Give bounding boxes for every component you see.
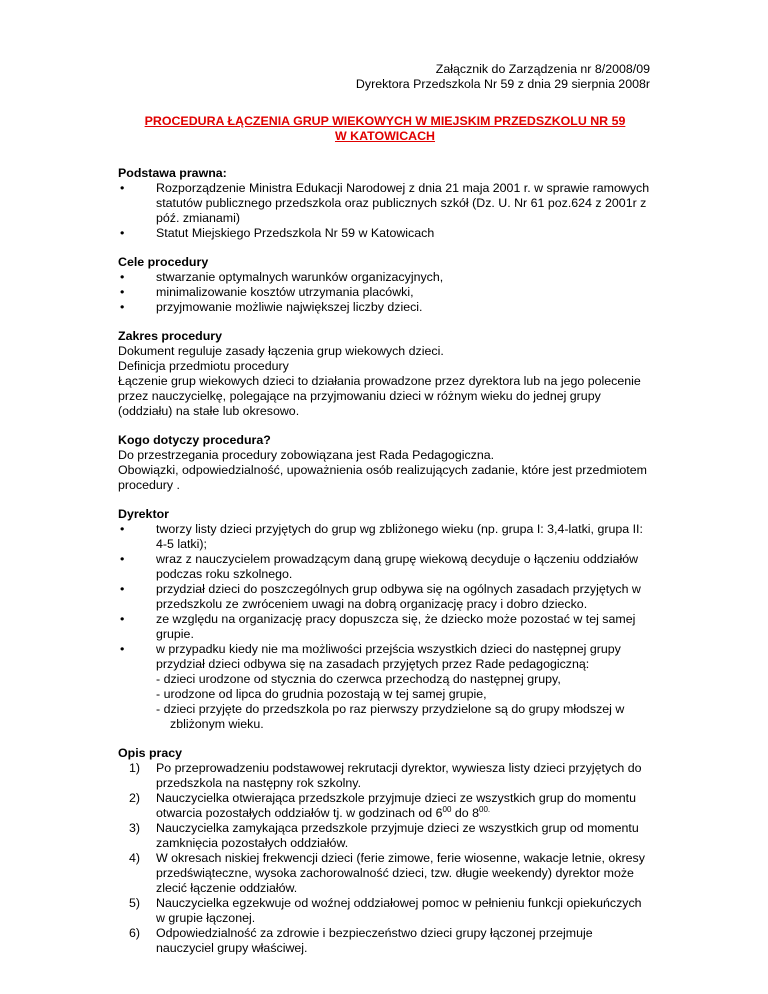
item-text: Odpowiedzialność za zdrowie i bezpieczeństwo dzieci grupy łączonej przejmuje nauczyciel grupy właściwej. (156, 926, 593, 955)
hour-superscript: 00 (442, 805, 452, 814)
kogo-line-1: Do przestrzegania procedury zobowiązana jest Rada Pedagogiczna. (118, 448, 495, 462)
list-item (118, 761, 652, 791)
dyrektor-rule-1: - dzieci urodzone od stycznia do czerwca przechodzą do następnej grupy, (156, 672, 561, 686)
list-item (118, 791, 652, 821)
zakres-line-1: Dokument reguluje zasady łączenia grup wiekowych dzieci. (118, 344, 444, 358)
item-text: W okresach niskiej frekwencji dzieci (ferie zimowe, ferie wiosenne, wakacje letnie, okresy przedświąteczne, wysoka zachorowalność dzieci, tzw. długie weekendy) dyrektor może zlecić łączenie oddziałów. (156, 851, 645, 895)
item-text: Nauczycielka otwierająca przedszkole przyjmuje dzieci ze wszystkich grup do momentu otwarcia pozostałych oddziałów tj. w godzinach od 6 (156, 791, 636, 820)
item-number: 6) (128, 926, 140, 940)
list-item (118, 642, 652, 732)
section-dyrektor (118, 507, 652, 732)
dyrektor-heading: Dyrektor (118, 507, 169, 521)
header-director-line: Dyrektora Przedszkola Nr 59 z dnia 29 sierpnia 2008r (355, 77, 650, 91)
dyrektor-rule-2: - urodzone od lipca do grudnia pozostają w tej samej grupie, (156, 687, 487, 701)
document-page (118, 62, 652, 956)
item-text: Po przeprowadzeniu podstawowej rekrutacji dyrektor, wywiesza listy dzieci przyjętych do przedszkola na następny rok szkolny. (156, 761, 642, 790)
dyrektor-rule-lead: • w przypadku kiedy nie ma możliwości przejścia wszystkich dzieci do następnej grupy przydział dzieci odbywa się na zasadach przyjętych przez Rade pedagogiczną: (156, 642, 621, 671)
title-line-1: PROCEDURA ŁĄCZENIA GRUP WIEKOWYCH W MIEJSKIM PRZEDSZKOLU NR 59 (144, 114, 626, 128)
kogo-line-2: Obowiązki, odpowiedzialność, upoważnienia osób realizujących zadanie, które jest przedmiotem procedury . (118, 463, 647, 492)
dyrektor-rule-3-cont: zbliżonym wieku. (170, 717, 264, 731)
document-header (118, 62, 650, 92)
podstawa-heading: Podstawa prawna: (118, 166, 227, 180)
title-line-2: W KATOWICACH (334, 129, 436, 143)
item-number: 3) (128, 821, 140, 835)
item-text-mid: do 8 (451, 806, 479, 820)
dyrektor-rule-3: - dzieci przyjęte do przedszkola po raz pierwszy przydzielone są do grupy młodszej w (156, 702, 625, 716)
list-item: • przydział dzieci do poszczególnych grup odbywa się na ogólnych zasadach przyjętych w przedszkolu ze zwróceniem uwagi na dobrą organizację pracy i dobro dziecko. (118, 582, 652, 612)
section-podstawa (118, 166, 652, 241)
hour-superscript: 00. (479, 805, 491, 814)
item-number: 4) (128, 851, 140, 865)
zakres-line-3: Łączenie grup wiekowych dzieci to działania prowadzone przez dyrektora lub na jego polecenie przez nauczycielkę, polegające na przyjmowaniu dzieci w różnym wieku do jednej grupy (oddziału) na stałe lub okresowo. (118, 374, 641, 418)
podstawa-list (118, 181, 652, 241)
section-opis (118, 746, 652, 956)
list-item (118, 896, 652, 926)
header-annex-line: Załącznik do Zarządzenia nr 8/2008/09 (435, 62, 650, 76)
item-number: 5) (128, 896, 140, 910)
list-item: • ze względu na organizację pracy dopuszcza się, że dziecko może pozostać w tej samej grupie. (118, 612, 652, 642)
opis-list (118, 761, 652, 956)
item-number: 1) (128, 761, 140, 775)
list-item: • tworzy listy dzieci przyjętych do grup wg zbliżonego wieku (np. grupa I: 3,4-latki, grupa II: 4-5 latki); (118, 522, 652, 552)
dyrektor-list (118, 522, 652, 732)
item-text: Nauczycielka zamykająca przedszkole przyjmuje dzieci ze wszystkich grup od momentu zamknięcia pozostałych oddziałów. (156, 821, 639, 850)
zakres-line-2: Definicja przedmiotu procedury (118, 359, 289, 373)
list-item (118, 926, 652, 956)
section-kogo (118, 433, 652, 493)
list-item: • przyjmowanie możliwie największej liczby dzieci. (118, 300, 652, 315)
list-item (118, 851, 652, 896)
zakres-heading: Zakres procedury (118, 329, 222, 343)
list-item: • Rozporządzenie Ministra Edukacji Narodowej z dnia 21 maja 2001 r. w sprawie ramowych statutów publicznego przedszkola oraz publicznych szkół (Dz. U. Nr 61 poz.624 z 2001r z póź. zmianami) (118, 181, 652, 226)
item-number: 2) (128, 791, 140, 805)
opis-heading: Opis pracy (118, 746, 183, 760)
section-zakres (118, 329, 652, 419)
cele-heading: Cele procedury (118, 255, 209, 269)
list-item: • wraz z nauczycielem prowadzącym daną grupę wiekową decyduje o łączeniu oddziałów podczas roku szkolnego. (118, 552, 652, 582)
list-item: • minimalizowanie kosztów utrzymania placówki, (118, 285, 652, 300)
list-item: • stwarzanie optymalnych warunków organizacyjnych, (118, 270, 652, 285)
cele-list (118, 270, 652, 315)
list-item (118, 821, 652, 851)
section-cele (118, 255, 652, 315)
item-text: Nauczycielka egzekwuje od woźnej oddziałowej pomoc w pełnieniu funkcji opiekuńczych w grupie łączonej. (156, 896, 642, 925)
document-title (118, 114, 652, 144)
kogo-heading: Kogo dotyczy procedura? (118, 433, 271, 447)
list-item: • Statut Miejskiego Przedszkola Nr 59 w Katowicach (118, 226, 652, 241)
